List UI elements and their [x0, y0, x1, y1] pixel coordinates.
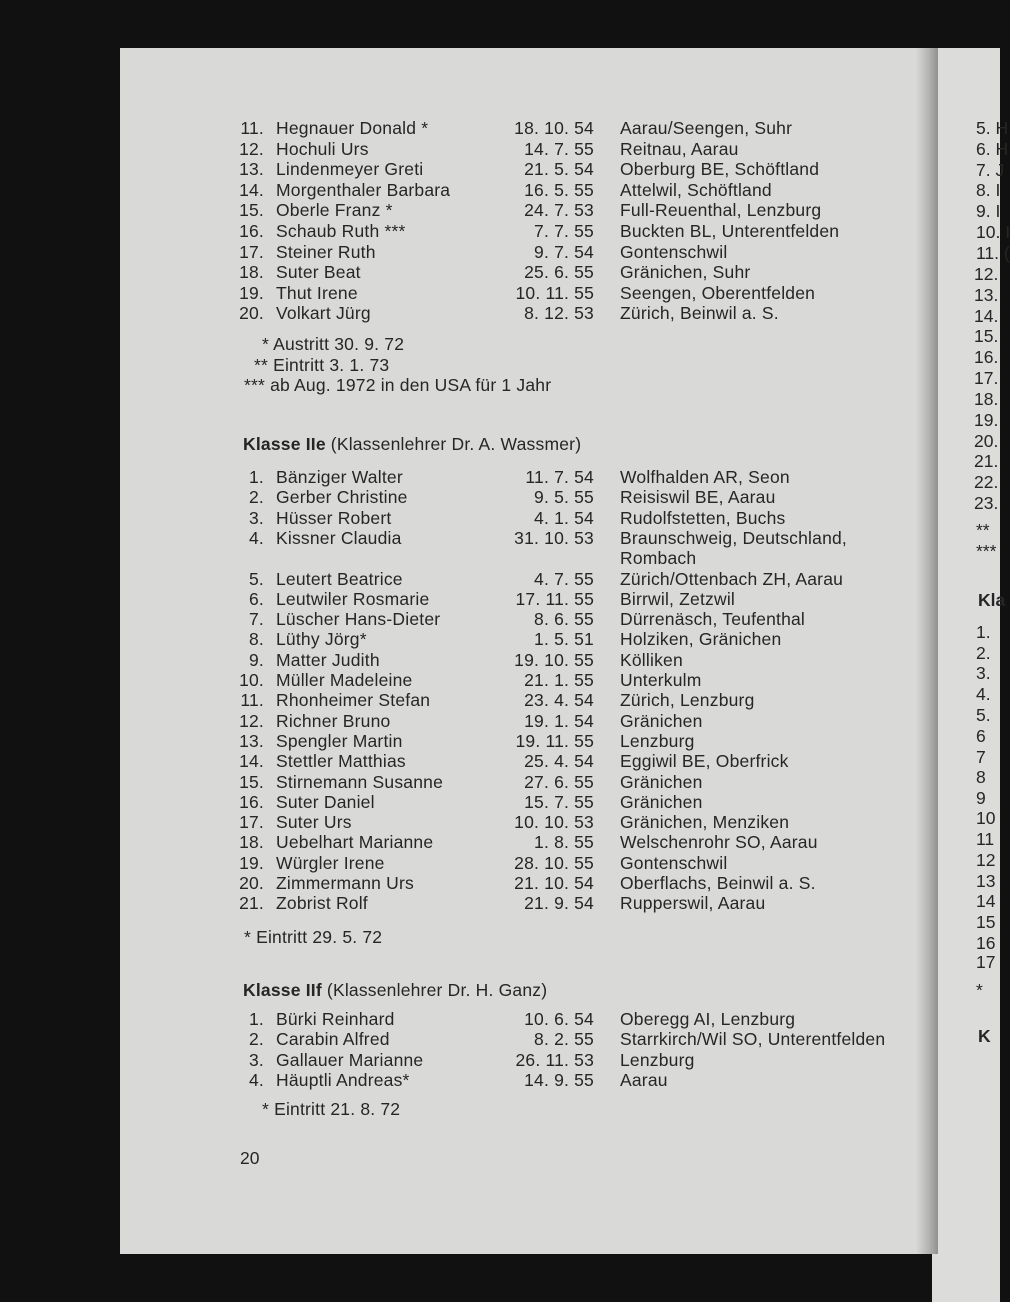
home-place: Zürich, Beinwil a. S. [620, 303, 779, 324]
student-name: Kissner Claudia [276, 527, 402, 548]
row-number: 3. [249, 1049, 264, 1070]
row-number: 2. [249, 487, 264, 508]
student-name: Zimmermann Urs [276, 873, 414, 893]
birth-date: 14. 9. 55 [524, 1069, 594, 1090]
birth-date: 23. 4. 54 [524, 690, 594, 711]
right-page-fragment: 13. [974, 285, 999, 305]
right-page-fragment: *** [976, 541, 997, 561]
student-name: Müller Madeleine [276, 670, 413, 690]
student-name: Suter Daniel [276, 791, 375, 812]
birth-date: 16. 5. 55 [524, 179, 594, 200]
home-place: Gränichen [620, 791, 703, 812]
class-heading [243, 980, 547, 1000]
birth-date: 4. 1. 54 [534, 507, 594, 528]
birth-date: 21. 9. 54 [524, 893, 594, 914]
row-number: 16. [239, 791, 264, 812]
footnote: * Eintritt 21. 8. 72 [262, 1099, 401, 1119]
home-place: Unterkulm [620, 670, 702, 690]
student-name: Hüsser Robert [276, 507, 392, 528]
birth-date: 8. 6. 55 [534, 609, 594, 630]
student-name: Lüscher Hans-Dieter [276, 609, 441, 630]
birth-date: 19. 11. 55 [515, 730, 594, 751]
right-page-fragment: 4. [976, 684, 991, 704]
student-name: Schaub Ruth *** [276, 221, 406, 241]
right-page-fragment: 11 [976, 829, 995, 849]
home-place: Lenzburg [620, 730, 695, 751]
home-place: Gränichen [620, 710, 703, 731]
right-page-fragment: 7. J [976, 160, 1005, 180]
row-number: 4. [249, 1069, 264, 1090]
home-place: Dürrenäsch, Teufenthal [620, 609, 806, 630]
right-page-fragment: 20. [974, 431, 999, 451]
birth-date: 4. 7. 55 [534, 568, 594, 589]
birth-date: 27. 6. 55 [524, 771, 594, 792]
right-page-fragment: 1. [976, 622, 991, 642]
home-place: Seengen, Oberentfelden [620, 282, 816, 303]
home-place: Gränichen, Menziken [620, 812, 790, 833]
class-teacher: (Klassenlehrer Dr. H. Ganz) [321, 980, 548, 1000]
birth-date: 28. 10. 55 [514, 852, 594, 873]
home-place: Zürich/Ottenbach ZH, Aarau [620, 568, 844, 589]
row-number: 20. [239, 303, 264, 324]
student-name: Leutert Beatrice [276, 568, 403, 589]
right-page-fragment: 9 [976, 788, 986, 808]
home-place: Welschenrohr SO, Aarau [620, 832, 818, 853]
row-number: 7. [249, 609, 264, 630]
row-number: 1. [249, 1009, 264, 1029]
birth-date: 8. 12. 53 [524, 303, 594, 324]
right-page-fragment: 10. I [976, 222, 1010, 242]
row-number: 16. [239, 221, 264, 241]
student-name: Carabin Alfred [276, 1029, 390, 1050]
home-place: Reisiswil BE, Aarau [620, 487, 776, 508]
right-page-fragment: 6. H [976, 139, 1009, 159]
row-number: 17. [239, 241, 264, 262]
row-number: 20. [239, 873, 264, 893]
row-number: 1. [249, 467, 264, 487]
home-place: Gontenschwil [620, 852, 728, 873]
right-page-fragment: * [976, 980, 983, 1000]
right-page-fragment: 11. ( [976, 243, 1010, 263]
home-place: Eggiwil BE, Oberfrick [620, 751, 789, 772]
row-number: 9. [249, 649, 264, 670]
student-name: Thut Irene [276, 282, 358, 303]
row-number: 17. [239, 812, 264, 833]
footnote: *** ab Aug. 1972 in den USA für 1 Jahr [244, 375, 552, 396]
right-page-fragment: 12. [974, 264, 999, 284]
birth-date: 31. 10. 53 [514, 527, 594, 548]
home-place: Gränichen, Suhr [620, 262, 751, 283]
home-place: Oberflachs, Beinwil a. S. [620, 873, 816, 893]
right-page-fragment: 13 [976, 871, 996, 891]
student-name: Häuptli Andreas* [276, 1069, 410, 1090]
student-name: Steiner Ruth [276, 241, 376, 262]
right-page-fragment: 3. [976, 663, 991, 683]
right-page-fragment: 17 [976, 952, 996, 972]
row-number: 15. [239, 200, 264, 221]
birth-date: 24. 7. 53 [524, 200, 594, 221]
student-name: Hochuli Urs [276, 138, 369, 159]
right-page-fragment: 2. [976, 643, 991, 663]
student-name: Spengler Martin [276, 730, 403, 751]
birth-date: 21. 5. 54 [524, 159, 594, 180]
student-name: Gerber Christine [276, 487, 408, 508]
student-name: Morgenthaler Barbara [276, 179, 451, 200]
birth-date: 26. 11. 53 [515, 1049, 594, 1070]
student-name: Suter Urs [276, 812, 352, 833]
right-page-fragment: 7 [976, 747, 986, 767]
row-number: 13. [239, 730, 264, 751]
student-name: Stettler Matthias [276, 751, 406, 772]
birth-date: 18. 10. 54 [514, 118, 594, 138]
row-number: 10. [239, 670, 264, 690]
row-number: 18. [239, 262, 264, 283]
birth-date: 21. 10. 54 [514, 873, 594, 893]
row-number: 19. [239, 282, 264, 303]
birth-date: 25. 4. 54 [524, 751, 594, 772]
student-name: Lindenmeyer Greti [276, 159, 424, 180]
right-page-fragment: 5. H [976, 118, 1009, 138]
student-name: Hegnauer Donald * [276, 118, 429, 138]
student-name: Zobrist Rolf [276, 893, 368, 914]
right-page-fragment: 8 [976, 767, 986, 787]
right-page-fragment: 15. [974, 326, 999, 346]
class-name: Klasse IIe [243, 434, 326, 454]
row-number: 14. [239, 179, 264, 200]
right-page-fragment: 16. [974, 347, 999, 367]
home-place: Gränichen [620, 771, 703, 792]
row-number: 21. [239, 893, 264, 914]
row-number: 12. [239, 710, 264, 731]
right-page-fragment: 6 [976, 726, 986, 746]
birth-date: 8. 2. 55 [534, 1029, 594, 1050]
home-place: Gontenschwil [620, 241, 728, 262]
home-place: Birrwil, Zetzwil [620, 588, 736, 609]
row-number: 11. [240, 690, 264, 711]
home-place: Rombach [620, 548, 697, 569]
class-teacher: (Klassenlehrer Dr. A. Wassmer) [325, 434, 582, 454]
student-name: Richner Bruno [276, 710, 391, 731]
birth-date: 10. 6. 54 [524, 1009, 594, 1029]
home-place: Rudolfstetten, Buchs [620, 507, 786, 528]
birth-date: 10. 10. 53 [514, 812, 594, 833]
home-place: Holziken, Gränichen [620, 629, 782, 650]
home-place: Aarau/Seengen, Suhr [620, 118, 793, 138]
row-number: 12. [239, 138, 264, 159]
birth-date: 7. 7. 55 [534, 221, 594, 241]
birth-date: 9. 5. 55 [534, 487, 594, 508]
right-page-fragment: 15 [976, 912, 996, 932]
student-name: Suter Beat [276, 262, 361, 283]
right-page-fragment: K [978, 1026, 991, 1046]
home-place: Reitnau, Aarau [620, 138, 739, 159]
footnote: * Eintritt 29. 5. 72 [244, 927, 383, 947]
right-page-fragment: 17. [974, 368, 999, 388]
student-name: Rhonheimer Stefan [276, 690, 431, 711]
row-number: 3. [249, 507, 264, 528]
home-place: Attelwil, Schöftland [620, 179, 772, 200]
student-name: Leutwiler Rosmarie [276, 588, 430, 609]
student-name: Bänziger Walter [276, 467, 403, 487]
home-place: Oberegg AI, Lenzburg [620, 1009, 796, 1029]
row-number: 15. [239, 771, 264, 792]
home-place: Kölliken [620, 649, 683, 670]
right-page-fragment: 16 [976, 933, 996, 953]
student-name: Bürki Reinhard [276, 1009, 395, 1029]
row-number: 19. [239, 852, 264, 873]
student-name: Matter Judith [276, 649, 380, 670]
right-page-fragment: 19. [974, 410, 999, 430]
student-name: Uebelhart Marianne [276, 832, 434, 853]
home-place: Braunschweig, Deutschland, [620, 527, 847, 548]
birth-date: 21. 1. 55 [524, 670, 594, 690]
row-number: 13. [239, 159, 264, 180]
student-name: Würgler Irene [276, 852, 385, 873]
birth-date: 10. 11. 55 [515, 282, 594, 303]
birth-date: 15. 7. 55 [524, 791, 594, 812]
right-page-fragment: 5. [976, 705, 991, 725]
home-place: Aarau [620, 1069, 668, 1090]
birth-date: 17. 11. 55 [515, 588, 594, 609]
row-number: 5. [249, 568, 264, 589]
right-page-fragment: 23. [974, 493, 999, 513]
row-number: 6. [249, 588, 264, 609]
birth-date: 25. 6. 55 [524, 262, 594, 283]
home-place: Wolfhalden AR, Seon [620, 467, 790, 487]
student-name: Gallauer Marianne [276, 1049, 424, 1070]
footnote: ** Eintritt 3. 1. 73 [254, 354, 390, 375]
right-page-fragment: 12 [976, 850, 996, 870]
class-heading [243, 434, 581, 454]
student-name: Lüthy Jörg* [276, 629, 367, 650]
right-page-fragment: 21. [974, 451, 999, 471]
row-number: 18. [239, 832, 264, 853]
birth-date: 19. 10. 55 [514, 649, 594, 670]
student-name: Volkart Jürg [276, 303, 371, 324]
right-page-fragment: 14. [974, 306, 999, 326]
page-gutter-shadow [916, 48, 938, 1254]
birth-date: 11. 7. 54 [525, 467, 594, 487]
right-page-fragment: ** [976, 520, 990, 540]
row-number: 4. [249, 527, 264, 548]
home-place: Oberburg BE, Schöftland [620, 159, 820, 180]
home-place: Lenzburg [620, 1049, 695, 1070]
home-place: Buckten BL, Unterentfelden [620, 221, 840, 241]
row-number: 11. [240, 118, 264, 138]
birth-date: 9. 7. 54 [534, 241, 594, 262]
birth-date: 14. 7. 55 [524, 138, 594, 159]
class-name: Klasse IIf [243, 980, 322, 1000]
row-number: 14. [239, 751, 264, 772]
home-place: Rupperswil, Aarau [620, 893, 766, 914]
home-place: Zürich, Lenzburg [620, 690, 755, 711]
right-page-fragment: 22. [974, 472, 999, 492]
student-name: Oberle Franz * [276, 200, 393, 221]
right-page-fragment: 14 [976, 891, 996, 911]
right-page-fragment: 18. [974, 389, 999, 409]
page-number: 20 [240, 1148, 260, 1168]
right-page-fragment: 8. I [976, 180, 1001, 200]
birth-date: 19. 1. 54 [524, 710, 594, 731]
row-number: 8. [249, 629, 264, 650]
right-page-fragment: Kla [978, 590, 1006, 610]
home-place: Full-Reuenthal, Lenzburg [620, 200, 822, 221]
footnote: * Austritt 30. 9. 72 [262, 334, 405, 354]
birth-date: 1. 5. 51 [534, 629, 594, 650]
right-page-fragment: 10 [976, 808, 996, 828]
student-name: Stirnemann Susanne [276, 771, 444, 792]
home-place: Starrkirch/Wil SO, Unterentfelden [620, 1029, 886, 1050]
right-page-fragment: 9. I [976, 201, 1001, 221]
birth-date: 1. 8. 55 [534, 832, 594, 853]
row-number: 2. [249, 1029, 264, 1050]
